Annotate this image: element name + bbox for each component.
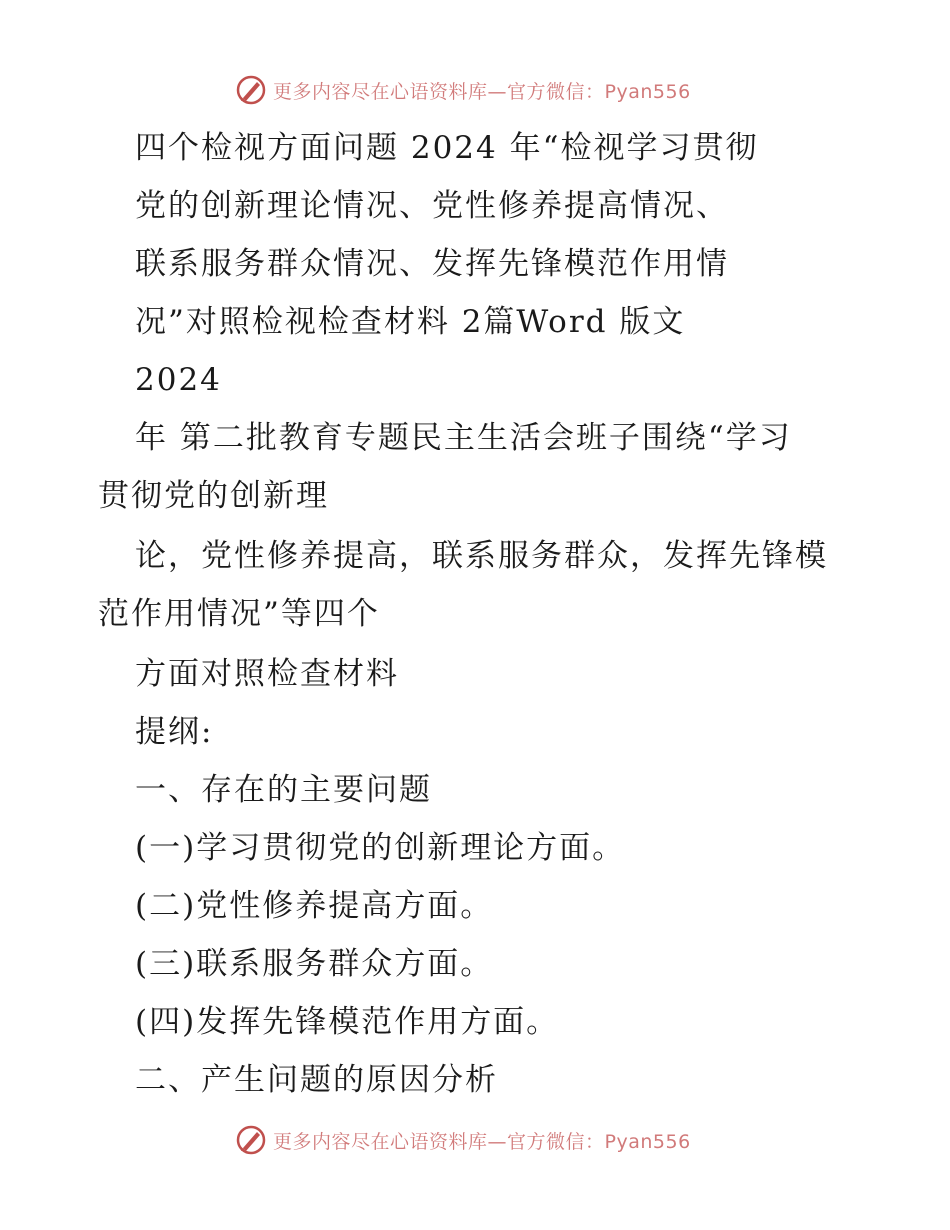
body-line-year: 2024 [135,362,222,398]
title-line-1: 四个检视方面问题 2024 年“检视学习贯彻 [135,130,759,166]
watermark-text: 更多内容尽在心语资料库—官方微信：Pyan556 [273,1130,691,1153]
watermark-footer [235,1122,755,1158]
list-item-3: (三)联系服务群众方面。 [135,946,494,982]
body-line-intro: 年 第二批教育专题民主生活会班子围绕“学习 [135,420,792,456]
title-line-3: 联系服务群众情况、发挥先锋模范作用情 [135,246,729,282]
pen-logo-icon [235,74,267,106]
body-line-material: 方面对照检查材料 [135,656,399,692]
list-item-4: (四)发挥先锋模范作用方面。 [135,1004,560,1040]
title-line-2: 党的创新理论情况、党性修养提高情况、 [135,188,729,224]
body-line-topics-cont: 范作用情况”等四个 [98,596,380,632]
watermark-header [235,72,755,108]
outline-heading: 提纲: [135,714,214,750]
list-item-1: (一)学习贯彻党的创新理论方面。 [135,830,626,866]
body-line-topics: 论，党性修养提高，联系服务群众，发挥先锋模 [135,538,828,574]
section-heading-2: 二、产生问题的原因分析 [135,1062,498,1098]
body-line-intro-cont: 贯彻党的创新理 [98,478,329,514]
list-item-2: (二)党性修养提高方面。 [135,888,494,924]
title-line-4: 况”对照检视检查材料 2篇Word 版文 [135,304,686,340]
section-heading-1: 一、存在的主要问题 [135,772,432,808]
watermark-text: 更多内容尽在心语资料库—官方微信：Pyan556 [273,80,691,103]
pen-logo-icon [235,1124,267,1156]
